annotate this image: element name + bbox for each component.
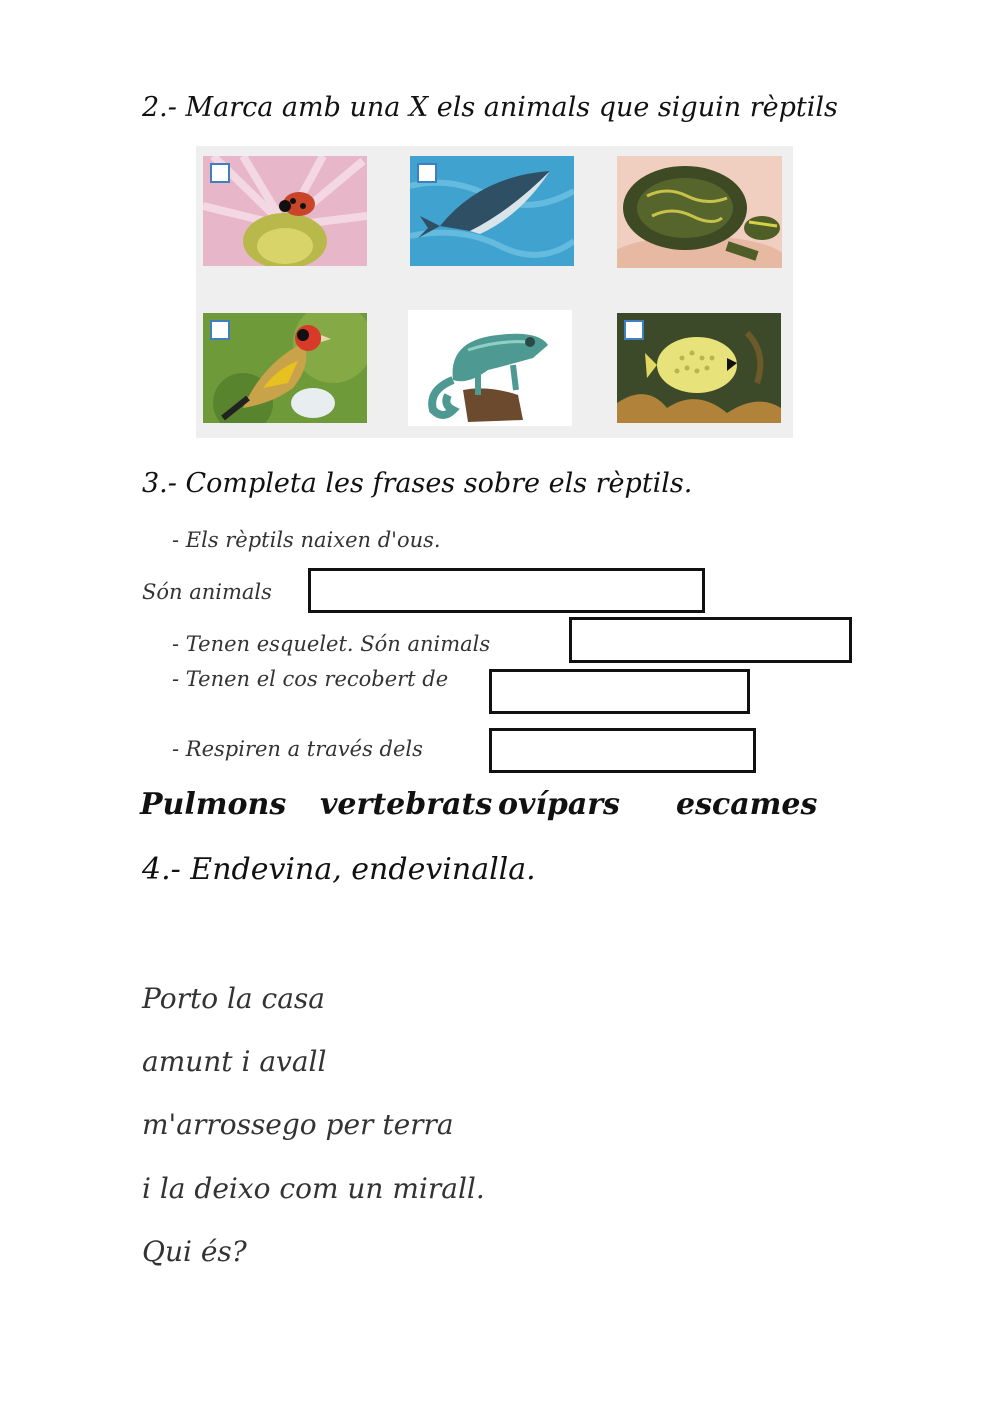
ladybug-image [203, 156, 367, 266]
answer-box-oviparous[interactable] [308, 568, 705, 613]
fish-image [617, 313, 781, 423]
animal-image-grid [196, 146, 793, 438]
exercise-4-title: 4.- Endevina, endevinalla. [142, 852, 536, 887]
word-bank-item: ovípars [498, 787, 620, 822]
fish-checkbox[interactable] [624, 320, 644, 340]
riddle-line: Porto la casa [142, 982, 325, 1015]
sentence-covered: - Tenen el cos recobert de [172, 667, 449, 691]
sentence-eggs: - Els rèptils naixen d'ous. [172, 528, 441, 552]
riddle-line: i la deixo com un mirall. [142, 1172, 485, 1205]
exercise-3-title: 3.- Completa les frases sobre els rèptils. [142, 468, 693, 499]
sentence-skeleton: - Tenen esquelet. Són animals [172, 632, 491, 656]
chameleon-image [408, 310, 572, 426]
goldfinch-image [203, 313, 367, 423]
riddle-question: Qui és? [142, 1235, 247, 1268]
riddle-line: m'arrossego per terra [142, 1108, 454, 1141]
ladybug-checkbox[interactable] [210, 163, 230, 183]
word-bank-item: Pulmons [140, 787, 287, 822]
word-bank-item: escames [676, 787, 818, 822]
goldfinch-checkbox[interactable] [210, 320, 230, 340]
answer-box-vertebrates[interactable] [569, 617, 852, 663]
exercise-2-title: 2.- Marca amb una X els animals que siguin rèptils [142, 92, 838, 123]
word-bank-item: vertebrats [320, 787, 493, 822]
answer-box-lungs[interactable] [489, 728, 756, 773]
sentence-breathe: - Respiren a través dels [172, 737, 423, 761]
answer-box-scales[interactable] [489, 669, 750, 714]
whale-image [410, 156, 574, 266]
sentence-animals-label: Són animals [142, 580, 272, 604]
turtle-image [617, 156, 782, 268]
whale-checkbox[interactable] [417, 163, 437, 183]
riddle-line: amunt i avall [142, 1045, 327, 1078]
